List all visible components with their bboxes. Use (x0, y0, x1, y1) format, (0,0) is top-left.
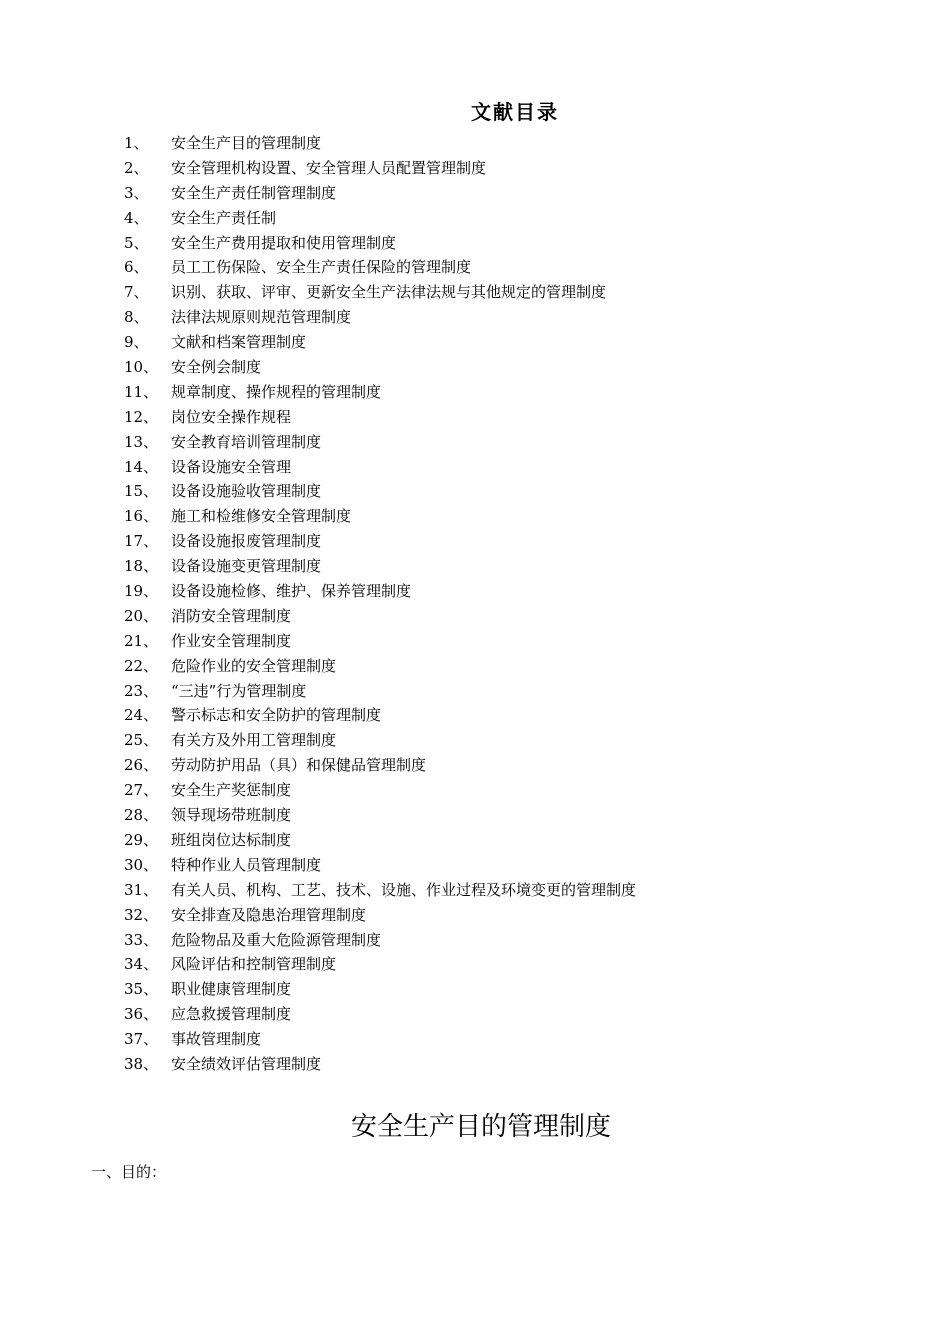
toc-item-number: 20、 (124, 606, 159, 625)
toc-item-text: 规章制度、操作规程的管理制度 (171, 382, 382, 401)
toc-item-text: 法律法规原则规范管理制度 (171, 308, 352, 327)
toc-item (124, 504, 636, 529)
toc-item-number: 28、 (124, 806, 159, 825)
toc-item (124, 231, 636, 256)
toc-item-text: 有关方及外用工管理制度 (171, 731, 337, 750)
toc-item-number: 12、 (124, 407, 159, 426)
toc-item-text: 安全教育培训管理制度 (171, 432, 322, 451)
toc-item-number: 2、 (124, 158, 149, 177)
toc-item (124, 280, 636, 305)
toc-item (124, 728, 636, 753)
toc-item-number: 26、 (124, 756, 159, 775)
toc-item-text: “三违”行为管理制度 (171, 681, 307, 700)
toc-item (124, 853, 636, 878)
toc-title: 文献目录 (471, 100, 559, 124)
toc-item-text: 设备设施检修、维护、保养管理制度 (171, 582, 412, 601)
toc-item-text: 设备设施安全管理 (171, 457, 292, 476)
toc-item (124, 654, 636, 679)
toc-item-text: 有关人员、机构、工艺、技术、设施、作业过程及环境变更的管理制度 (171, 880, 637, 899)
toc-item-text: 安全管理机构设置、安全管理人员配置管理制度 (171, 158, 487, 177)
toc-item-text: 警示标志和安全防护的管理制度 (171, 706, 382, 725)
toc-item (124, 330, 636, 355)
toc-item (124, 977, 636, 1002)
toc-item-number: 16、 (124, 507, 159, 526)
toc-item-text: 岗位安全操作规程 (171, 407, 292, 426)
toc-item-text: 安全生产责任制管理制度 (171, 183, 337, 202)
toc-item (124, 928, 636, 953)
toc-item (124, 903, 636, 928)
toc-item-number: 13、 (124, 432, 159, 451)
toc-item-text: 危险物品及重大危险源管理制度 (171, 930, 382, 949)
toc-item (124, 803, 636, 828)
toc-item (124, 579, 636, 604)
toc-item (124, 703, 636, 728)
toc-item (124, 380, 636, 405)
toc-item-text: 危险作业的安全管理制度 (171, 656, 337, 675)
toc-item-text: 识别、获取、评审、更新安全生产法律法规与其他规定的管理制度 (171, 283, 607, 302)
toc-item-number: 32、 (124, 905, 159, 924)
toc-item (124, 1027, 636, 1052)
toc-item-number: 5、 (124, 233, 149, 252)
toc-item (124, 181, 636, 206)
toc-item-text: 安全生产奖惩制度 (171, 781, 292, 800)
toc-item-number: 8、 (124, 308, 149, 327)
toc-item-text: 设备设施验收管理制度 (171, 482, 322, 501)
toc-item-number: 22、 (124, 656, 159, 675)
toc-item (124, 554, 636, 579)
toc-item-number: 38、 (124, 1054, 159, 1073)
toc-item-text: 设备设施报废管理制度 (171, 532, 322, 551)
toc-item (124, 305, 636, 330)
toc-item-number: 17、 (124, 532, 159, 551)
toc-item-text: 安全生产费用提取和使用管理制度 (171, 233, 397, 252)
toc-item (124, 828, 636, 853)
toc-item-number: 37、 (124, 1030, 159, 1049)
toc-item-text: 班组岗位达标制度 (171, 830, 292, 849)
toc-item (124, 952, 636, 977)
toc-item (124, 255, 636, 280)
toc-item-number: 34、 (124, 955, 159, 974)
toc-item-number: 33、 (124, 930, 159, 949)
toc-list (124, 131, 636, 1077)
toc-item-number: 21、 (124, 631, 159, 650)
toc-item-number: 29、 (124, 830, 159, 849)
section-heading: 一、目的： (91, 1163, 167, 1181)
toc-item (124, 1052, 636, 1077)
toc-item (124, 131, 636, 156)
toc-item-number: 31、 (124, 880, 159, 899)
toc-item-text: 安全绩效评估管理制度 (171, 1054, 322, 1073)
toc-item-text: 安全生产责任制 (171, 208, 277, 227)
toc-item (124, 430, 636, 455)
toc-item-number: 15、 (124, 482, 159, 501)
toc-item-text: 安全例会制度 (171, 358, 262, 377)
toc-item (124, 405, 636, 430)
toc-item-text: 施工和检维修安全管理制度 (171, 507, 352, 526)
toc-item-number: 3、 (124, 183, 149, 202)
toc-item-number: 36、 (124, 1005, 159, 1024)
toc-item-number: 25、 (124, 731, 159, 750)
toc-item-text: 设备设施变更管理制度 (171, 557, 322, 576)
toc-item-number: 1、 (124, 134, 149, 152)
toc-item (124, 629, 636, 654)
toc-item-number: 24、 (124, 706, 159, 725)
toc-item-number: 7、 (124, 283, 149, 302)
toc-item-number: 23、 (124, 681, 159, 700)
toc-item (124, 156, 636, 181)
toc-item-text: 消防安全管理制度 (171, 606, 292, 625)
toc-item-text: 安全生产目的管理制度 (171, 134, 322, 152)
section-title: 安全生产目的管理制度 (350, 1112, 611, 1142)
toc-item-number: 14、 (124, 457, 159, 476)
toc-item-text: 应急救援管理制度 (171, 1005, 292, 1024)
toc-item (124, 1002, 636, 1027)
toc-item-text: 作业安全管理制度 (171, 631, 292, 650)
toc-item-text: 风险评估和控制管理制度 (171, 955, 337, 974)
toc-item-text: 事故管理制度 (171, 1030, 262, 1049)
toc-item (124, 778, 636, 803)
toc-item-number: 10、 (124, 358, 159, 377)
toc-item (124, 479, 636, 504)
toc-item-text: 文献和档案管理制度 (171, 333, 307, 352)
toc-item-number: 18、 (124, 557, 159, 576)
toc-item-text: 员工工伤保险、安全生产责任保险的管理制度 (171, 258, 472, 277)
toc-item-text: 安全排查及隐患治理管理制度 (171, 905, 367, 924)
toc-item-number: 30、 (124, 855, 159, 874)
toc-item (124, 604, 636, 629)
toc-item (124, 753, 636, 778)
toc-item-number: 6、 (124, 258, 149, 277)
toc-item-number: 4、 (124, 208, 149, 227)
toc-item-number: 9、 (124, 333, 149, 352)
toc-item-text: 劳动防护用品（具）和保健品管理制度 (171, 756, 427, 775)
toc-item-number: 19、 (124, 582, 159, 601)
toc-item (124, 206, 636, 231)
toc-item-text: 领导现场带班制度 (171, 806, 292, 825)
toc-item (124, 355, 636, 380)
toc-item-number: 35、 (124, 980, 159, 999)
toc-item-number: 27、 (124, 781, 159, 800)
toc-item-text: 职业健康管理制度 (171, 980, 292, 999)
toc-item-text: 特种作业人员管理制度 (171, 855, 322, 874)
toc-item (124, 455, 636, 480)
toc-item (124, 878, 636, 903)
toc-item (124, 679, 636, 704)
toc-item (124, 529, 636, 554)
toc-item-number: 11、 (124, 382, 159, 401)
